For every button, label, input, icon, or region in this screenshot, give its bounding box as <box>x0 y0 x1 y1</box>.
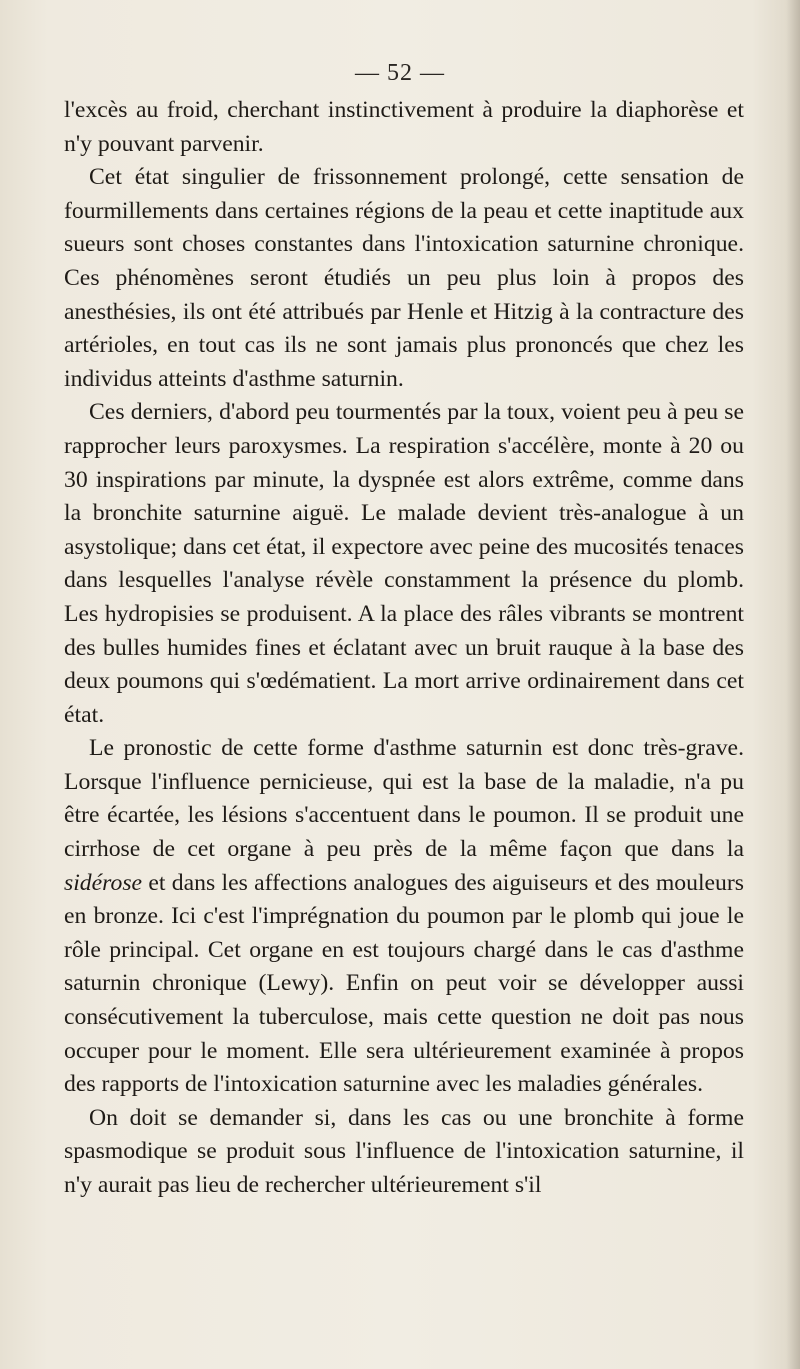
paragraph-paroxysmes: Ces derniers, d'abord peu tourmentés par la toux, voient peu à peu se rapprocher leurs paroxysmes. La respiration s'accélère, monte à 20 ou 30 inspirations par minute, la dyspnée est alors extrême, comme dans la bronchite saturnine aiguë. Le malade devient très-analogue à un asystolique; dans cet état, il expectore avec peine des mucosités tenaces dans lesquelles l'analyse révèle constamment la présence du plomb. Les hydropisies se produisent. A la place des râles vibrants se montrent des bulles humides fines et éclatant avec un bruit rauque à la base des deux poumons qui s'œdématient. La mort arrive ordinairement dans cet état. <box>64 399 744 728</box>
paragraph-frissonnement: Cet état singulier de frissonnement prolongé, cette sensation de fourmillements dans certaines régions de la peau et cette inaptitude aux sueurs sont choses constantes dans l'intoxication saturnine chronique. Ces phénomènes seront étudiés un peu plus loin à propos des anesthésies, ils ont été attribués par Henle et Hitzig à la contracture des artérioles, en tout cas ils ne sont jamais plus prononcés que chez les individus atteints d'asthme saturnin. <box>64 164 744 392</box>
paragraph-bronchite: On doit se demander si, dans les cas ou une bronchite à forme spasmodique se produit sous l'influence de l'intoxication saturnine, il n'y aurait pas lieu de rechercher ultérieurement s'il <box>64 1104 744 1198</box>
page-edge-shadow <box>786 0 800 1369</box>
body-text <box>64 94 744 1203</box>
pronostic-text-after: et dans les affections analogues des aiguiseurs et des mouleurs en bronze. Ici c'est l'imprégnation du poumon par le plomb qui joue le rôle principal. Cet organe en est toujours chargé dans le cas d'asthme saturnin chronique (Lewy). Enfin on peut voir se développer aussi consécutivement la tuberculose, mais cette question ne doit pas nous occuper pour le moment. Elle sera ultérieurement examinée à propos des rapports de l'intoxication saturnine avec les maladies générales. <box>64 869 744 1098</box>
pronostic-text-before: Le pronostic de cette forme d'asthme saturnin est donc très-grave. Lorsque l'influence pernicieuse, qui est la base de la maladie, n'a pu être écartée, les lésions s'accentuent dans le poumon. Il se produit une cirrhose de cet organe à peu près de la même façon que dans la <box>64 735 744 863</box>
page-number: — 52 — <box>355 60 445 86</box>
paragraph-pronostic <box>64 732 744 1102</box>
paragraph-continuation: l'excès au froid, cherchant instinctivement à produire la diaphorèse et n'y pouvant parvenir. <box>64 97 744 157</box>
siderose-term: sidérose <box>64 869 143 896</box>
